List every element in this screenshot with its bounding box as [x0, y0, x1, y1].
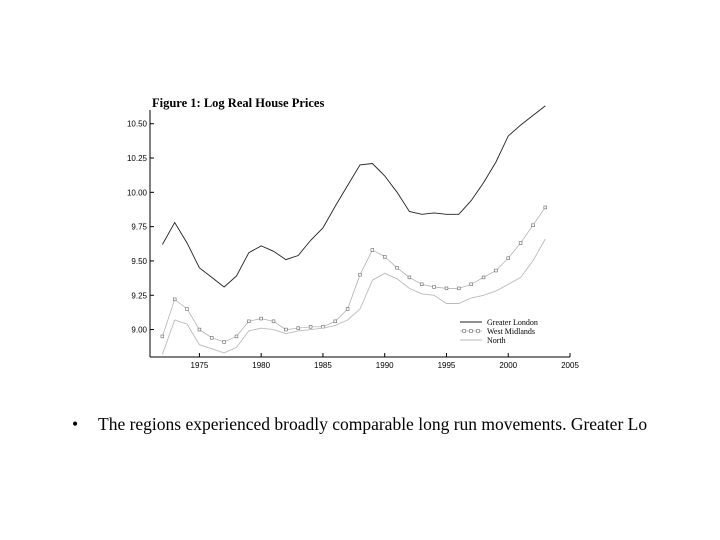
series-point [507, 257, 510, 260]
series-point [396, 266, 399, 269]
series-point [223, 341, 226, 344]
x-tick-label: 1985 [314, 361, 332, 370]
x-tick-label: 1990 [375, 361, 394, 370]
y-tick-label: 9.75 [131, 222, 147, 232]
series-point [420, 283, 423, 286]
series-point [161, 335, 164, 338]
series-point [544, 206, 547, 209]
series-point [532, 224, 535, 227]
series-point [519, 242, 522, 245]
x-tick-label: 2005 [561, 361, 579, 370]
series-point [260, 317, 263, 320]
bullet-point: • [72, 414, 79, 434]
legend-label: Greater London [487, 318, 538, 327]
series-point [359, 273, 362, 276]
x-tick-label: 1975 [190, 361, 209, 370]
legend-marker [463, 330, 466, 333]
legend-marker [470, 330, 473, 333]
series-point [482, 276, 485, 279]
bullet-text-row [72, 412, 720, 436]
series-point [297, 327, 300, 330]
x-tick-label: 1995 [437, 361, 456, 370]
legend-label: North [487, 336, 506, 345]
legend [460, 318, 538, 345]
series-point [371, 249, 374, 252]
series-point [457, 287, 460, 290]
series-point [445, 287, 448, 290]
series-point [186, 308, 189, 311]
x-tick-label: 1980 [252, 361, 271, 370]
y-tick-label: 9.25 [131, 291, 147, 301]
chart-title: Figure 1: Log Real House Prices [152, 96, 325, 110]
series-point [383, 255, 386, 258]
series-point [247, 320, 250, 323]
series-point [235, 335, 238, 338]
series-point [198, 328, 201, 331]
series-point [346, 308, 349, 311]
y-tick-label: 10.25 [126, 154, 147, 164]
legend-marker [477, 330, 480, 333]
series-point [494, 269, 497, 272]
x-tick-label: 2000 [499, 361, 518, 370]
y-tick-label: 10.50 [126, 119, 147, 129]
bullet-text: The regions experienced broadly comparable long run movements. Greater Lo [98, 414, 648, 434]
series-point [173, 298, 176, 301]
series-point [334, 320, 337, 323]
series-point [210, 336, 213, 339]
y-tick-label: 9.00 [131, 325, 147, 335]
y-tick-label: 9.50 [131, 256, 147, 266]
series-point [408, 276, 411, 279]
series-point [272, 320, 275, 323]
legend-label: West Midlands [487, 327, 536, 336]
series-line [162, 106, 545, 287]
series-point [433, 286, 436, 289]
series-point [470, 283, 473, 286]
y-tick-label: 10.00 [126, 188, 147, 198]
series-point [309, 325, 312, 328]
series-point [284, 328, 287, 331]
